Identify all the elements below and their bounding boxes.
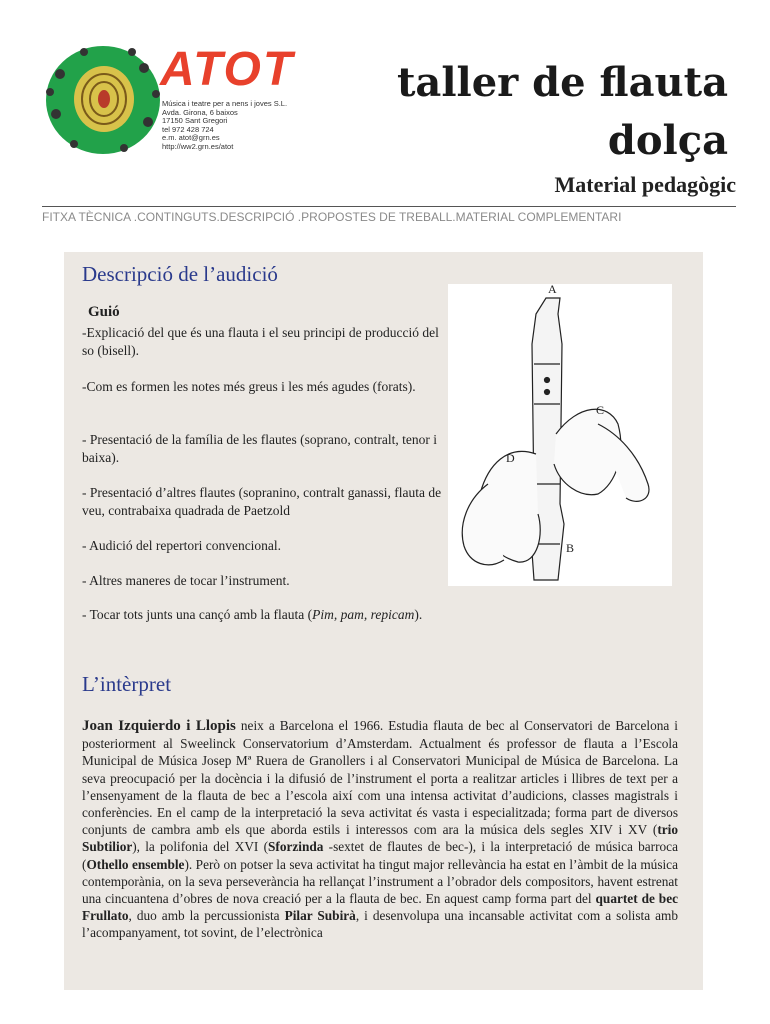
company-info-line: e.m. atot@grn.es (162, 133, 220, 143)
ensemble-name: trio Subtilior (82, 822, 678, 855)
company-info-line: Avda. Girona, 6 baixos (162, 107, 238, 117)
bio-text: ). Però on potser la seva activitat ha tingut major rellevància ha estat en l’àmbit de la música contemporània, on la seva perseverància ha rellançat l’instrument a l’obrador dels compositors, havent estrenat una cincuantena d’obres de nova creació per a la flauta de bec. En aquest camp forma part del (82, 856, 678, 907)
page-title-line-2: dolça (607, 117, 728, 164)
figure-label: C (596, 403, 605, 417)
page-subtitle: Material pedagògic (554, 172, 736, 197)
list-item-text: - Tocar tots junts una cançó amb la flauta ( (82, 607, 313, 622)
page-title-line-1: taller de flauta (396, 59, 728, 106)
atot-wordmark: ATOT (160, 43, 295, 96)
bio-text: ), la polifonia del XVI ( (132, 839, 268, 855)
bio-text: , duo amb la percussionista (128, 908, 285, 924)
list-item: - Presentació de la família de les flautes (soprano, contralt, tenor i baixa). (82, 432, 437, 465)
company-info (162, 100, 287, 152)
company-info-line: Música i teatre per a nens i joves S.L. (162, 99, 288, 108)
description-heading: Descripció de l’audició (82, 262, 278, 286)
guio-subheading: Guió (88, 304, 120, 320)
company-info-line: 17150 Sant Gregori (162, 116, 228, 126)
figure-label: A (548, 284, 557, 296)
page-title (397, 54, 728, 170)
list-item (82, 606, 482, 624)
list-item: - Audició del repertori convencional. (82, 538, 282, 553)
atot-logo-image (44, 44, 162, 156)
company-info-line: tel 972 428 724 (162, 124, 214, 134)
song-title: Pim, pam, repicam (312, 607, 415, 622)
section-nav: FITXA TÈCNICA .CONTINGUTS.DESCRIPCIÓ .PROPOSTES DE TREBALL.MATERIAL COMPLEMENTARI (42, 210, 622, 224)
list-item: -Explicació del que és una flauta i el seu principi de producció del so (bisell). (82, 325, 439, 358)
ensemble-name: quartet de bec Frullato (82, 891, 679, 924)
figure-label: D (506, 451, 515, 465)
list-item-text: ). (414, 607, 423, 622)
list-item: - Altres maneres de tocar l’instrument. (82, 573, 290, 588)
recorder-illustration (448, 284, 672, 586)
figure-label: B (566, 541, 575, 555)
collaborator-name: Pilar Subirà (284, 908, 356, 924)
list-item: -Com es formen les notes més greus i les més agudes (forats). (82, 379, 416, 394)
bio-text: , i desenvolupa una incansable activitat com a solista amb l’acompanyament, tot sovint, de l’electrònica (82, 908, 679, 941)
company-info-line: http://ww2.grn.es/atot (162, 141, 234, 151)
performer-bio (82, 717, 678, 942)
list-item: - Presentació d’altres flautes (sopranino, contralt ganassi, flauta de veu, contrabaixa quadrada de Paetzold (82, 485, 442, 518)
ensemble-name: Othello ensemble (86, 856, 185, 872)
performer-name: Joan Izquierdo i Llopis (82, 718, 236, 734)
bio-text: -sextet de flautes de bec-), i la interpretació de música barroca ( (82, 839, 678, 872)
performer-heading: L’intèrpret (82, 672, 172, 696)
bio-text: neix a Barcelona el 1966. Estudia flauta de bec al Conservatori de Barcelona i posteriorment al Sweelinck Conservatorium d’Amsterdam. Actualment és professor de flauta a l’Escola Municipal de Música Josep Mª Ruera de Granollers i al Conservatori Municipal de Música de Barcelona. La seva preocupació per la docència i la difusió de l’instrument el porta a realitzar articles i llibres de text per a l’ensenyament de la flauta de bec a l’escola així com una intensa activitat d’audicions, classes magistrals i conferències. En el camp de la interpretació la seva activitat és vasta i especialitzada; forma part de diversos conjunts de cambra amb els que aborda estils i interessos com ara la música dels segles XIV i XV ( (82, 718, 678, 838)
header-divider (42, 206, 736, 207)
ensemble-name: Sforzinda (268, 839, 324, 855)
